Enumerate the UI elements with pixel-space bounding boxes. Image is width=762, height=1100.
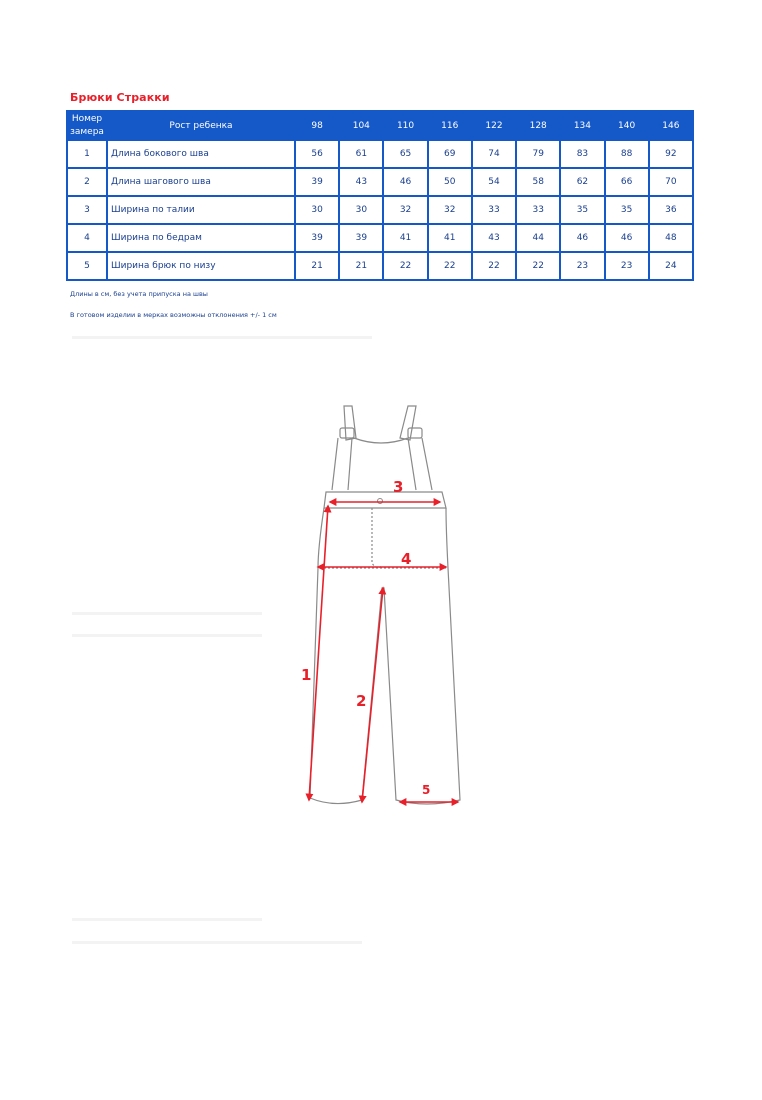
size-value-cell: 88 xyxy=(605,140,649,168)
measurement-lines xyxy=(309,502,458,802)
measurement-name: Длина шагового шва xyxy=(107,168,295,196)
size-value-cell: 50 xyxy=(428,168,472,196)
measurement-number: 5 xyxy=(67,252,107,280)
table-row xyxy=(67,224,693,252)
size-value-cell: 66 xyxy=(605,168,649,196)
header-size: 128 xyxy=(516,111,560,140)
measurement-number: 2 xyxy=(67,168,107,196)
faint-text-line xyxy=(72,336,372,339)
size-value-cell: 56 xyxy=(295,140,339,168)
header-num-line1: Номер xyxy=(71,113,103,124)
faint-text-line xyxy=(72,612,262,615)
size-value-cell: 32 xyxy=(428,196,472,224)
left-strap-buckle xyxy=(340,428,354,438)
size-value-cell: 46 xyxy=(605,224,649,252)
label-1: 1 xyxy=(301,666,312,684)
size-value-cell: 48 xyxy=(649,224,693,252)
header-size: 122 xyxy=(472,111,516,140)
size-value-cell: 23 xyxy=(560,252,604,280)
header-num-line2: замера xyxy=(70,126,104,137)
size-value-cell: 43 xyxy=(339,168,383,196)
size-value-cell: 33 xyxy=(472,196,516,224)
size-value-cell: 36 xyxy=(649,196,693,224)
label-3: 3 xyxy=(393,478,404,496)
label-5: 5 xyxy=(422,783,431,797)
table-row xyxy=(67,168,693,196)
size-value-cell: 30 xyxy=(295,196,339,224)
size-value-cell: 69 xyxy=(428,140,472,168)
note-tolerance: В готовом изделии в мерках возможны отклонения +/- 1 см xyxy=(70,311,277,319)
size-value-cell: 22 xyxy=(428,252,472,280)
size-value-cell: 43 xyxy=(472,224,516,252)
size-value-cell: 35 xyxy=(560,196,604,224)
measurement-number: 3 xyxy=(67,196,107,224)
size-value-cell: 79 xyxy=(516,140,560,168)
measurement-number: 1 xyxy=(67,140,107,168)
header-size: 98 xyxy=(295,111,339,140)
size-value-cell: 21 xyxy=(339,252,383,280)
size-value-cell: 21 xyxy=(295,252,339,280)
table-row xyxy=(67,252,693,280)
header-size: 146 xyxy=(649,111,693,140)
size-chart-table xyxy=(66,110,694,281)
faint-text-line xyxy=(72,941,362,944)
fly-seam xyxy=(372,508,382,567)
header-size: 140 xyxy=(605,111,649,140)
size-value-cell: 30 xyxy=(339,196,383,224)
size-value-cell: 39 xyxy=(295,168,339,196)
back-bib-edge xyxy=(354,438,408,443)
size-value-cell: 39 xyxy=(295,224,339,252)
measurement-name: Ширина по талии xyxy=(107,196,295,224)
table-row xyxy=(67,140,693,168)
measurement-name: Ширина брюк по низу xyxy=(107,252,295,280)
size-value-cell: 22 xyxy=(383,252,427,280)
size-value-cell: 46 xyxy=(383,168,427,196)
size-value-cell: 92 xyxy=(649,140,693,168)
header-size: 104 xyxy=(339,111,383,140)
header-measurement-number xyxy=(67,111,107,140)
header-param: Рост ребенка xyxy=(107,111,295,140)
measurement-number: 4 xyxy=(67,224,107,252)
size-value-cell: 58 xyxy=(516,168,560,196)
header-size: 134 xyxy=(560,111,604,140)
size-value-cell: 22 xyxy=(516,252,560,280)
overalls-outline xyxy=(310,406,460,804)
size-value-cell: 65 xyxy=(383,140,427,168)
page-title: Брюки Стракки xyxy=(70,91,170,104)
label-4: 4 xyxy=(401,550,412,568)
size-value-cell: 44 xyxy=(516,224,560,252)
size-value-cell: 61 xyxy=(339,140,383,168)
right-strap xyxy=(408,438,432,490)
size-value-cell: 41 xyxy=(428,224,472,252)
size-value-cell: 35 xyxy=(605,196,649,224)
header-size: 110 xyxy=(383,111,427,140)
size-value-cell: 70 xyxy=(649,168,693,196)
size-value-cell: 24 xyxy=(649,252,693,280)
header-size: 116 xyxy=(428,111,472,140)
note-seam-allowance: Длины в см, без учета припуска на швы xyxy=(70,290,208,298)
size-value-cell: 23 xyxy=(605,252,649,280)
table-header-row xyxy=(67,111,693,140)
waistband xyxy=(324,492,446,508)
size-value-cell: 39 xyxy=(339,224,383,252)
size-value-cell: 83 xyxy=(560,140,604,168)
trouser-legs xyxy=(310,508,460,804)
size-value-cell: 22 xyxy=(472,252,516,280)
measurement-name: Длина бокового шва xyxy=(107,140,295,168)
faint-text-line xyxy=(72,634,262,637)
size-value-cell: 54 xyxy=(472,168,516,196)
size-value-cell: 46 xyxy=(560,224,604,252)
size-value-cell: 41 xyxy=(383,224,427,252)
faint-text-line xyxy=(72,918,262,921)
left-strap xyxy=(332,438,352,490)
size-value-cell: 62 xyxy=(560,168,604,196)
table-row xyxy=(67,196,693,224)
size-value-cell: 74 xyxy=(472,140,516,168)
measurement-name: Ширина по бедрам xyxy=(107,224,295,252)
size-value-cell: 33 xyxy=(516,196,560,224)
label-2: 2 xyxy=(356,692,367,710)
overalls-diagram xyxy=(296,398,462,814)
size-value-cell: 32 xyxy=(383,196,427,224)
